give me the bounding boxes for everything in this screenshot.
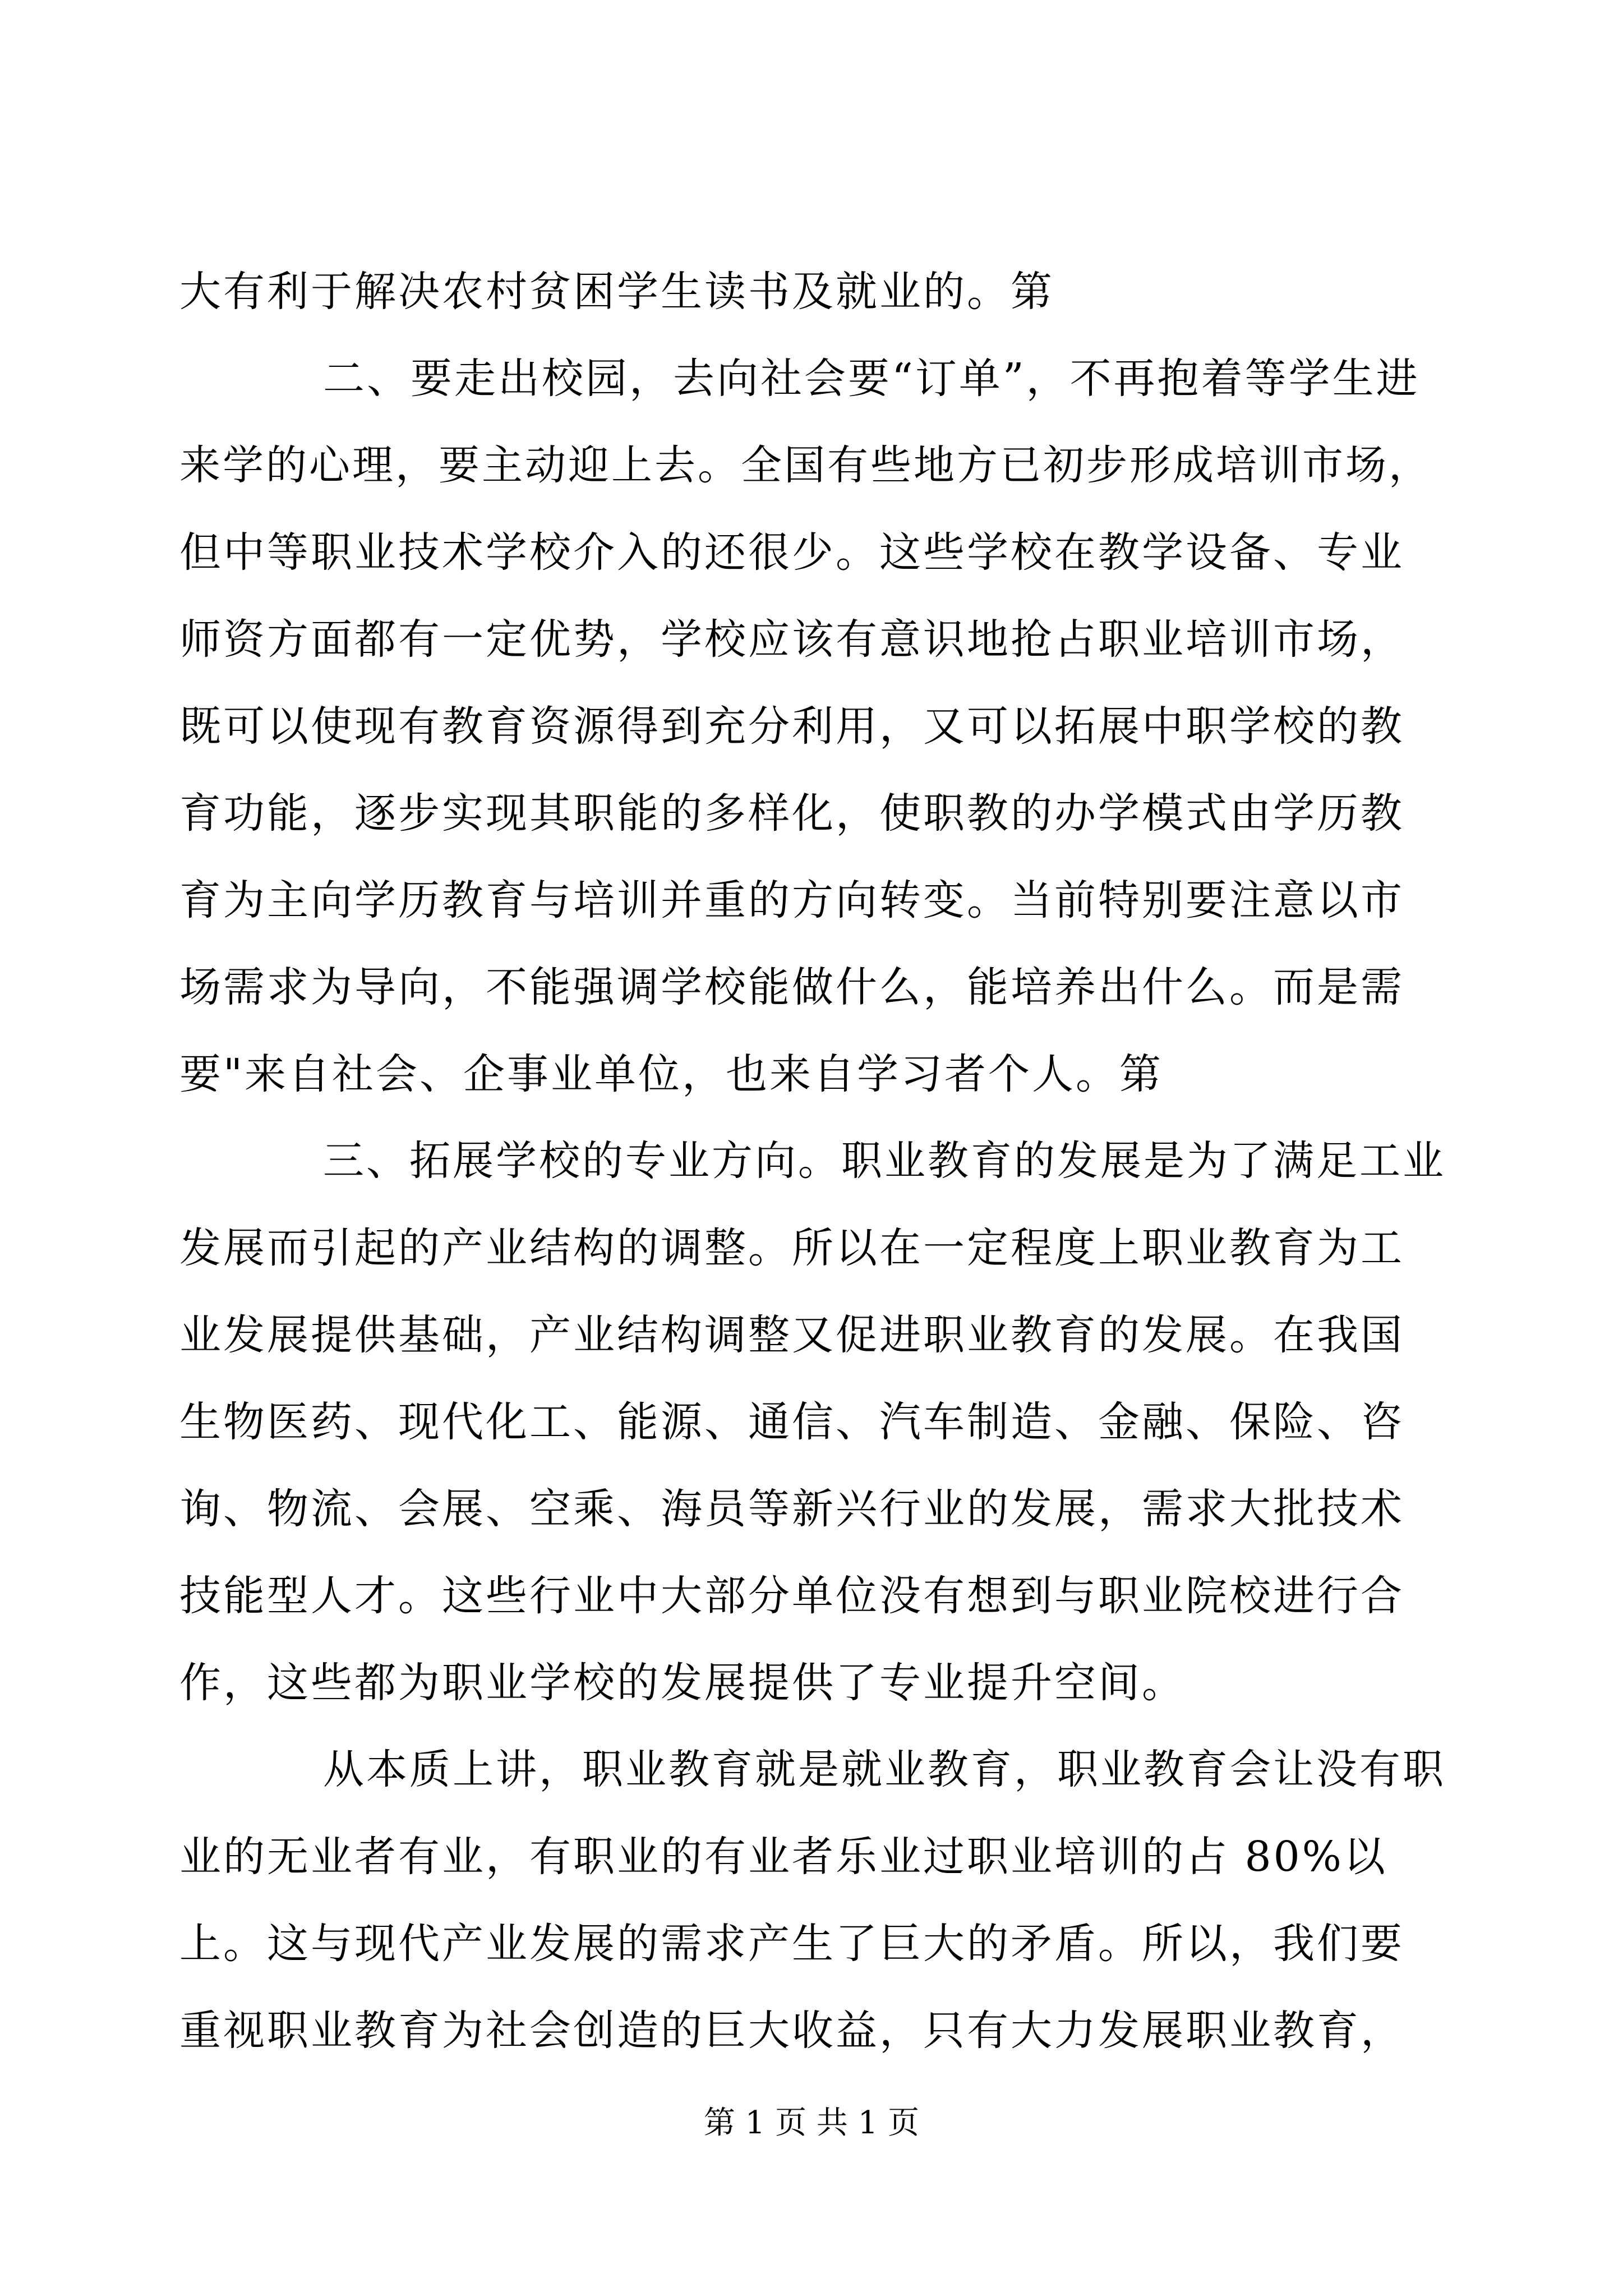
text-line-5: 师资方面都有一定优势，学校应该有意识地抢占职业培训市场， [179, 615, 1404, 664]
text-line-15: 询、物流、会展、空乘、海员等新兴行业的发展，需求大批技术 [179, 1485, 1404, 1533]
text-line-4: 但中等职业技术学校介入的还很少。这些学校在教学设备、专业 [179, 528, 1404, 577]
text-line-1: 大有利于解决农村贫困学生读书及就业的。第 [179, 268, 1054, 316]
text-line-19: 业的无业者有业，有职业的有业者乐业过职业培训的占 80%以 [179, 1833, 1387, 1881]
text-line-17: 作，这些都为职业学校的发展提供了专业提升空间。 [179, 1659, 1186, 1707]
text-line-16: 技能型人才。这些行业中大部分单位没有想到与职业院校进行合 [179, 1572, 1404, 1620]
text-line-2: 二、要走出校园，去向社会要“订单”，不再抱着等学生进 [323, 355, 1420, 403]
text-line-21: 重视职业教育为社会创造的巨大收益，只有大力发展职业教育， [179, 2007, 1404, 2055]
text-line-11: 三、拓展学校的专业方向。职业教育的发展是为了满足工业 [323, 1137, 1446, 1185]
text-line-18: 从本质上讲，职业教育就是就业教育，职业教育会让没有职 [323, 1746, 1446, 1793]
text-line-13: 业发展提供基础，产业结构调整又促进职业教育的发展。在我国 [179, 1311, 1404, 1359]
text-line-9: 场需求为导向，不能强调学校能做什么，能培养出什么。而是需 [179, 963, 1404, 1011]
text-line-14: 生物医药、现代化工、能源、通信、汽车制造、金融、保险、咨 [179, 1398, 1404, 1446]
text-line-3: 来学的心理，要主动迎上去。全国有些地方已初步形成培训市场， [179, 441, 1432, 489]
text-line-8: 育为主向学历教育与培训并重的方向转变。当前特别要注意以市 [179, 876, 1404, 924]
text-line-6: 既可以使现有教育资源得到充分利用，又可以拓展中职学校的教 [179, 702, 1404, 751]
text-line-20: 上。这与现代产业发展的需求产生了巨大的矛盾。所以，我们要 [179, 1920, 1404, 1968]
page-number-footer: 第 1 页 共 1 页 [703, 2105, 920, 2141]
text-line-7: 育功能，逐步实现其职能的多样化，使职教的办学模式由学历教 [179, 789, 1404, 838]
text-line-10: 要"来自社会、企事业单位，也来自学习者个人。第 [179, 1050, 1164, 1098]
text-line-12: 发展而引起的产业结构的调整。所以在一定程度上职业教育为工 [179, 1224, 1404, 1272]
